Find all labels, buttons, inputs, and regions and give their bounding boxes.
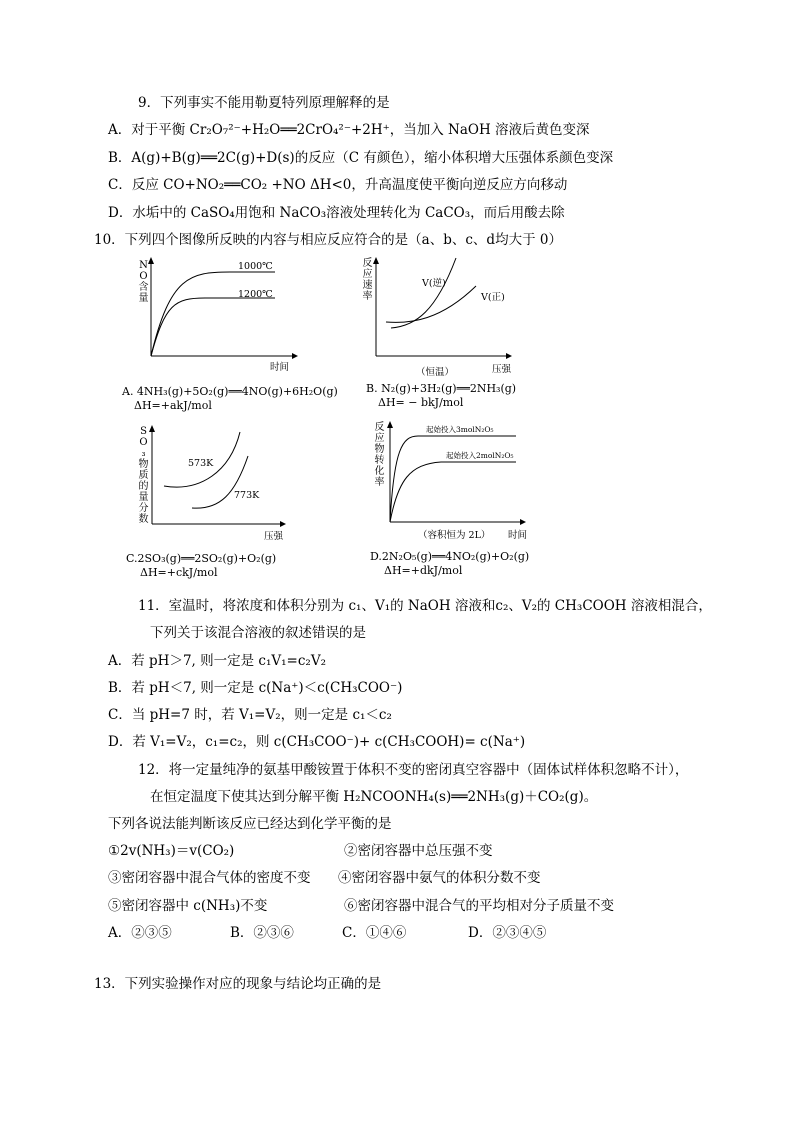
figure-d-curve1-label: 起始投入3molN₂O₅ [426, 425, 494, 434]
figure-a-ylabel: NO含量 [138, 260, 149, 304]
x-axis-arrow [292, 353, 298, 359]
q11-option-b: B．若 pH＜7, 则一定是 c(Na⁺)＜c(CH₃COO⁻) [108, 680, 403, 696]
q12-option-c: C．①④⑥ [342, 925, 407, 941]
curve-3mol [390, 436, 516, 522]
q12-item-1: ①2v(NH₃)＝v(CO₂) [108, 843, 235, 859]
q12-stem-line2: 在恒定温度下使其达到分解平衡 H₂NCOONH₄(s)══2NH₃(g)＋CO₂(g)。 [150, 789, 598, 805]
q13-stem: 13．下列实验操作对应的现象与结论均正确的是 [94, 976, 382, 992]
q12-item-3: ③密闭容器中混合气体的密度不变 [108, 870, 311, 886]
q11-option-c: C．当 pH=7 时，若 V₁=V₂，则一定是 c₁＜c₂ [108, 707, 392, 723]
q12-item-5: ⑤密闭容器中 c(NH₃)不变 [108, 898, 268, 914]
figure-d-note: （容积恒为 2L） [418, 530, 491, 541]
figure-a-curve1-label: 1000℃ [238, 261, 273, 272]
curve-2mol [390, 462, 516, 522]
figure-d-graph [366, 420, 536, 545]
x-axis-arrow [506, 353, 512, 359]
x-axis-arrow [280, 521, 286, 527]
figure-d-curve2-label: 起始投入2molN₂O₅ [446, 451, 514, 460]
figure-b-xlabel: 压强 [492, 364, 512, 375]
y-axis-arrow [149, 425, 155, 432]
figure-b-caption2: ΔH= − bkJ/mol [378, 396, 464, 409]
figure-d [366, 420, 536, 545]
q12-stem-line1: 12．将一定量纯净的氨基甲酸铵置于体积不变的密闭真空容器中（固体试样体积忽略不计）， [138, 762, 689, 778]
curve-1000C [151, 272, 275, 356]
figure-c-ylabel: SO₃物质的量分数 [138, 426, 149, 525]
q11-option-a: A．若 pH＞7, 则一定是 c₁V₁=c₂V₂ [108, 653, 326, 669]
figure-d-caption1: D.2N₂O₅(g)══4NO₂(g)+O₂(g) [370, 550, 530, 563]
figure-c-xlabel: 压强 [264, 531, 284, 542]
q12-option-b: B．②③⑥ [230, 925, 294, 941]
figure-b-ylabel: 反应速率 [362, 258, 373, 302]
curve-v-reverse [391, 258, 456, 328]
figure-c [130, 424, 300, 544]
figure-a-graph [130, 256, 310, 376]
y-axis-arrow [373, 257, 379, 264]
figure-b-graph [356, 256, 526, 376]
figure-b [356, 256, 526, 376]
figure-a-caption2: ΔH=+akJ/mol [134, 399, 212, 412]
figure-b-note: （恒温） [416, 367, 455, 378]
figure-c-caption1: C.2SO₃(g)══2SO₂(g)+O₂(g) [126, 552, 277, 565]
figure-b-caption1: B. N₂(g)+3H₂(g)══2NH₃(g) [366, 382, 517, 395]
y-axis-arrow [387, 421, 393, 428]
figure-d-xlabel: 时间 [508, 530, 528, 541]
figure-b-curve2-label: V(正) [481, 292, 505, 303]
q9-option-b: B．A(g)+B(g)══2C(g)+D(s)的反应（C 有颜色），缩小体积增大压强体系颜色变深 [108, 150, 614, 166]
figure-a-xlabel: 时间 [270, 362, 290, 373]
q12-option-d: D．②③④⑤ [468, 925, 547, 941]
figure-a-curve2-label: 1200℃ [238, 289, 273, 300]
figure-b-curve1-label: V(逆) [422, 278, 446, 289]
figure-c-curve1-label: 573K [188, 458, 214, 469]
q12-option-a: A．②③⑤ [108, 925, 172, 941]
q12-item-6: ⑥密闭容器中混合气的平均相对分子质量不变 [344, 898, 614, 914]
q11-option-d: D．若 V₁=V₂，c₁=c₂，则 c(CH₃COO⁻)+ c(CH₃COOH)= c(Na⁺) [108, 734, 526, 750]
figure-c-curve2-label: 773K [234, 490, 260, 501]
q10-stem: 10．下列四个图像所反映的内容与相应反应符合的是（a、b、c、d均大于 0） [94, 232, 562, 248]
q11-stem-line2: 下列关于该混合溶液的叙述错误的是 [150, 625, 366, 641]
figure-d-caption2: ΔH=+dkJ/mol [384, 564, 463, 577]
q9-stem: 9．下列事实不能用勒夏特列原理解释的是 [138, 95, 390, 111]
figure-c-caption2: ΔH=+ckJ/mol [140, 566, 218, 579]
q9-option-c: C．反应 CO+NO₂══CO₂ +NO ΔH<0，升高温度使平衡向逆反应方向移动 [108, 177, 568, 193]
q12-item-4: ④密闭容器中氨气的体积分数不变 [338, 870, 541, 886]
q9-option-a: A．对于平衡 Cr₂O₇²⁻+H₂O══2CrO₄²⁻+2H⁺，当加入 NaOH 溶液后黄色变深 [108, 122, 590, 138]
q9-option-d: D．水垢中的 CaSO₄用饱和 NaCO₃溶液处理转化为 CaCO₃，而后用酸去除 [108, 205, 565, 221]
x-axis-arrow [520, 519, 526, 525]
figure-a-caption1: A. 4NH₃(g)+5O₂(g)══4NO(g)+6H₂O(g) [122, 385, 338, 398]
figure-a [130, 256, 310, 376]
q12-stem-line3: 下列各说法能判断该反应已经达到化学平衡的是 [108, 816, 392, 832]
curve-v-forward [386, 286, 476, 322]
q11-stem-line1: 11．室温时，将浓度和体积分别为 c₁、V₁的 NaOH 溶液和c₂、V₂的 CH₃COOH 溶液相混合， [138, 598, 712, 614]
curve-1200C [151, 298, 275, 356]
q12-item-2: ②密闭容器中总压强不变 [344, 843, 493, 859]
figure-c-graph [130, 424, 300, 544]
figure-d-ylabel: 反应物转化率 [374, 422, 385, 488]
